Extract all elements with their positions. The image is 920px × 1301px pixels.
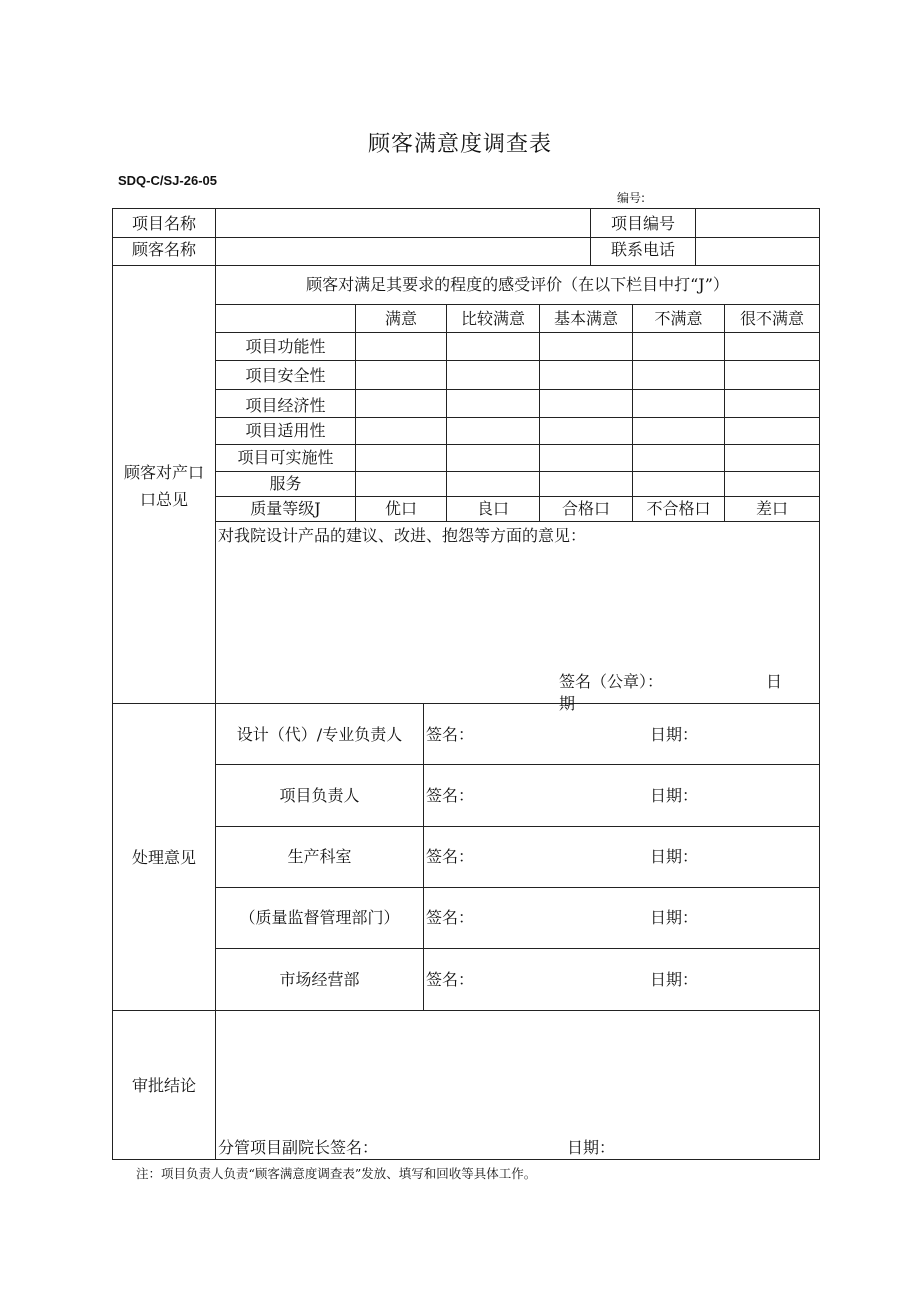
comments-field[interactable] xyxy=(216,548,819,668)
signature-seal-label: 签名（公章）： xyxy=(559,672,664,691)
project-name-field[interactable] xyxy=(216,210,590,236)
vice-president-sign-label: 分管项目副院长签名： xyxy=(218,1138,379,1157)
grade-option[interactable]: 优口 xyxy=(384,499,417,518)
column-header: 满意 xyxy=(384,309,417,328)
sign-label: 签名： xyxy=(426,847,475,866)
date-label: 日期： xyxy=(650,847,699,866)
criterion-label: 项目安全性 xyxy=(245,366,326,385)
footnote: 注：项目负责人负责“顾客满意度调查表”发放、填写和回收等具体工作。 xyxy=(136,1166,537,1181)
grade-option[interactable]: 不合格口 xyxy=(646,499,711,518)
approval-section-label: 审批结论 xyxy=(131,1076,196,1095)
grade-label: 质量等级J xyxy=(250,499,321,518)
approval-field[interactable] xyxy=(216,1012,819,1132)
rating-instruction: 顾客对满足其要求的程度的感受评价（在以下栏目中打“J”） xyxy=(306,275,729,294)
date-label: 日期： xyxy=(650,970,699,989)
column-header: 基本满意 xyxy=(553,309,618,328)
column-header: 比较满意 xyxy=(460,309,525,328)
processing-section-label: 处理意见 xyxy=(131,848,196,867)
date-label: 日期： xyxy=(650,908,699,927)
customer-name-label: 顾客名称 xyxy=(131,240,196,259)
project-name-label: 项目名称 xyxy=(131,214,196,233)
grade-option[interactable]: 差口 xyxy=(755,499,788,518)
sign-label: 签名： xyxy=(426,970,475,989)
criterion-label: 项目经济性 xyxy=(245,396,326,415)
dept-label: 生产科室 xyxy=(287,847,352,866)
date-label: 日期： xyxy=(650,725,699,744)
serial-number-label: 编号: xyxy=(617,191,646,205)
sign-label: 签名： xyxy=(426,725,475,744)
criterion-label: 服务 xyxy=(269,474,302,493)
dept-label: 设计（代）/专业负责人 xyxy=(236,725,403,744)
page-title: 顾客满意度调查表 xyxy=(367,132,552,157)
grade-option[interactable]: 合格口 xyxy=(561,499,610,518)
grade-option[interactable]: 良口 xyxy=(476,499,509,518)
dept-label: 市场经营部 xyxy=(279,970,360,989)
date-label: 日期： xyxy=(650,786,699,805)
criterion-label: 项目可实施性 xyxy=(237,448,334,467)
project-no-field[interactable] xyxy=(696,210,819,236)
customer-name-field[interactable] xyxy=(216,239,590,264)
project-no-label: 项目编号 xyxy=(610,214,675,233)
dept-label: 项目负责人 xyxy=(279,786,360,805)
dept-label: （质量监督管理部门） xyxy=(239,908,400,927)
criterion-label: 项目功能性 xyxy=(245,337,326,356)
column-header: 不满意 xyxy=(654,309,703,328)
date-label-part: 日 xyxy=(766,672,783,691)
criterion-label: 项目适用性 xyxy=(245,421,326,440)
contact-phone-field[interactable] xyxy=(696,239,819,264)
contact-phone-label: 联系电话 xyxy=(610,240,675,259)
feedback-section-label: 顾客对产口 xyxy=(123,463,204,482)
comments-label: 对我院设计产品的建议、改进、抱怨等方面的意见： xyxy=(218,526,587,545)
column-header: 很不满意 xyxy=(739,309,804,328)
document-code: SDQ-C/SJ-26-05 xyxy=(118,173,217,188)
sign-label: 签名： xyxy=(426,786,475,805)
sign-label: 签名： xyxy=(426,908,475,927)
approval-date-label: 日期： xyxy=(567,1138,616,1157)
date-label-part-cut: 期 xyxy=(559,694,576,713)
feedback-section-label-cont: 口总见 xyxy=(139,490,188,509)
